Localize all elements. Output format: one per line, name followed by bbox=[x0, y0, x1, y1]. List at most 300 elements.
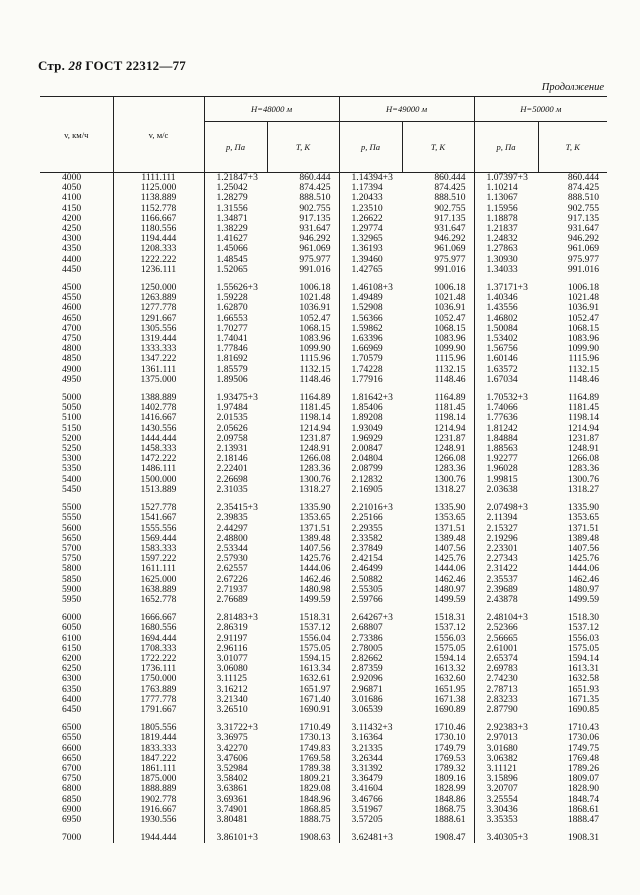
table-cell: 3.01686 bbox=[351, 693, 383, 705]
table-cell: 6050 bbox=[40, 623, 113, 633]
table-cell: 5400 bbox=[40, 475, 113, 485]
table-cell: 1690.91 bbox=[267, 705, 339, 715]
table-cell: 1115.96 bbox=[267, 354, 339, 364]
table-row bbox=[40, 705, 607, 715]
table-cell: 1164.89 bbox=[568, 392, 599, 404]
table-cell: 1006.18 bbox=[567, 282, 599, 294]
table-cell: 2.08799 bbox=[351, 463, 383, 475]
table-cell: 1908.63 bbox=[267, 833, 339, 843]
col-header-altitude-2: H=49000 м bbox=[339, 97, 474, 122]
table-cell: 1.74066 bbox=[486, 402, 518, 414]
table-cell: 3.16364 bbox=[351, 732, 383, 744]
table-cell: 917.135 bbox=[567, 212, 599, 224]
table-cell: 1389.48 bbox=[402, 534, 474, 544]
table-cell: 1638.889 bbox=[113, 585, 204, 595]
table-cell: 2.82662 bbox=[351, 652, 383, 664]
table-cell: 2.55305 bbox=[351, 583, 383, 595]
table-cell: 1132.15 bbox=[267, 365, 339, 375]
table-cell: 2.62557 bbox=[216, 563, 248, 575]
table-cell: 2.04804 bbox=[351, 453, 383, 465]
table-cell: 1556.03 bbox=[567, 632, 599, 644]
table-cell: 1555.556 bbox=[113, 524, 204, 534]
table-cell: 1666.667 bbox=[113, 613, 204, 623]
table-cell: 1266.08 bbox=[267, 454, 339, 464]
table-cell: 1407.56 bbox=[402, 544, 474, 554]
table-cell: 4000 bbox=[40, 173, 113, 184]
table-cell: 1.70277 bbox=[216, 322, 248, 334]
table-cell: 2.56665 bbox=[486, 632, 518, 644]
table-cell: 1625.000 bbox=[113, 575, 204, 585]
table-cell: 1499.59 bbox=[402, 595, 474, 605]
col-header-speed-ms: v, м/с bbox=[113, 97, 204, 173]
table-cell: 1318.27 bbox=[567, 483, 599, 495]
table-cell: 1083.96 bbox=[567, 333, 599, 345]
table-cell: 6000 bbox=[40, 613, 113, 623]
table-cell: 2.64267+3 bbox=[351, 612, 393, 624]
table-cell: 1333.333 bbox=[113, 344, 204, 354]
table-cell: 3.40305+3 bbox=[486, 832, 528, 844]
table-cell: 1789.32 bbox=[402, 764, 474, 774]
table-cell: 1111.111 bbox=[113, 173, 204, 184]
table-cell: 1736.111 bbox=[113, 664, 204, 674]
table-cell: 5200 bbox=[40, 434, 113, 444]
table-cell: 1.70579 bbox=[351, 353, 383, 365]
table-cell: 1214.94 bbox=[267, 424, 339, 434]
table-cell: 1791.667 bbox=[113, 705, 204, 715]
table-cell: 1.42765 bbox=[351, 263, 383, 275]
table-cell: 3.20707 bbox=[486, 783, 518, 795]
table-cell: 1575.05 bbox=[567, 642, 599, 654]
table-cell: 961.069 bbox=[402, 244, 474, 254]
table-cell: 1671.40 bbox=[267, 695, 339, 705]
table-cell: 1407.56 bbox=[567, 542, 599, 554]
table-cell: 1.49489 bbox=[351, 292, 383, 304]
table-cell: 1499.59 bbox=[567, 593, 599, 605]
table-cell: 1.60146 bbox=[486, 353, 518, 365]
table-cell: 2.27343 bbox=[486, 553, 518, 565]
data-table-wrap bbox=[40, 96, 607, 843]
table-cell: 3.01077 bbox=[216, 652, 248, 664]
table-cell: 860.444 bbox=[402, 173, 474, 184]
table-cell: 1.81642+3 bbox=[351, 392, 393, 404]
table-cell: 1.59862 bbox=[351, 322, 383, 334]
table-cell: 2.91197 bbox=[216, 632, 248, 644]
table-cell: 3.35353 bbox=[486, 813, 518, 825]
table-cell: 1690.85 bbox=[567, 703, 599, 715]
table-cell: 1.56756 bbox=[486, 343, 518, 355]
table-cell: 1.26622 bbox=[351, 212, 383, 224]
table-cell: 1613.32 bbox=[402, 664, 474, 674]
table-cell: 3.06382 bbox=[486, 752, 518, 764]
table-cell: 2.16905 bbox=[351, 483, 383, 495]
table-cell: 6350 bbox=[40, 685, 113, 695]
table-cell: 1537.12 bbox=[402, 623, 474, 633]
table-cell: 1680.556 bbox=[113, 623, 204, 633]
table-cell: 1148.46 bbox=[568, 373, 599, 385]
table-cell: 1389.48 bbox=[267, 534, 339, 544]
table-cell: 3.16212 bbox=[216, 683, 248, 695]
continuation-label: Продолжение bbox=[541, 82, 604, 93]
table-cell: 3.25554 bbox=[486, 793, 518, 805]
col-header-altitude-1: H=48000 м bbox=[204, 97, 339, 122]
table-cell: 3.26510 bbox=[216, 703, 248, 715]
table-cell: 1132.15 bbox=[402, 365, 474, 375]
table-cell: 1.46802 bbox=[486, 312, 518, 324]
table-cell: 1115.96 bbox=[568, 353, 599, 365]
table-cell: 1166.667 bbox=[113, 214, 204, 224]
table-cell: 874.425 bbox=[267, 183, 339, 193]
table-cell: 1353.65 bbox=[402, 513, 474, 523]
table-cell: 1868.61 bbox=[567, 803, 599, 815]
table-cell: 1833.333 bbox=[113, 744, 204, 754]
table-cell: 1.48545 bbox=[216, 253, 248, 265]
table-cell: 1.43556 bbox=[486, 302, 518, 314]
table-cell: 1.40346 bbox=[486, 292, 518, 304]
table-cell: 2.69783 bbox=[486, 663, 518, 675]
table-row bbox=[40, 265, 607, 275]
table-cell: 1829.08 bbox=[267, 784, 339, 794]
table-cell: 1388.889 bbox=[113, 393, 204, 403]
table-cell: 2.22401 bbox=[216, 463, 248, 475]
table-cell: 1848.96 bbox=[267, 795, 339, 805]
table-cell: 1.17394 bbox=[351, 182, 383, 194]
table-cell: 2.96116 bbox=[216, 642, 248, 654]
table-cell: 6850 bbox=[40, 795, 113, 805]
table-cell: 1.89506 bbox=[216, 373, 248, 385]
table-cell: 2.26698 bbox=[216, 473, 248, 485]
table-cell: 1.96929 bbox=[351, 432, 383, 444]
table-cell: 1021.48 bbox=[402, 293, 474, 303]
table-cell: 2.83233 bbox=[486, 693, 518, 705]
table-cell: 1.39460 bbox=[351, 253, 383, 265]
table-cell: 3.51967 bbox=[351, 803, 383, 815]
table-cell: 1789.26 bbox=[567, 762, 599, 774]
table-cell: 1.59228 bbox=[216, 292, 248, 304]
table-cell: 4500 bbox=[40, 283, 113, 293]
table-cell: 946.292 bbox=[402, 234, 474, 244]
table-cell: 1.46108+3 bbox=[351, 282, 393, 294]
table-cell: 1916.667 bbox=[113, 805, 204, 815]
table-cell: 1.14394+3 bbox=[351, 172, 393, 183]
table-cell: 1353.65 bbox=[267, 513, 339, 523]
table-cell: 1651.95 bbox=[402, 685, 474, 695]
table-cell: 1.29774 bbox=[351, 223, 383, 235]
table-cell: 4950 bbox=[40, 375, 113, 385]
table-cell: 1805.556 bbox=[113, 723, 204, 733]
table-cell: 1416.667 bbox=[113, 413, 204, 423]
table-cell: 1036.91 bbox=[567, 302, 599, 314]
table-row bbox=[40, 595, 607, 605]
table-cell: 1099.90 bbox=[402, 344, 474, 354]
table-cell: 991.016 bbox=[402, 265, 474, 275]
table-cell: 2.78005 bbox=[351, 642, 383, 654]
table-cell: 1594.14 bbox=[567, 652, 599, 664]
table-cell: 1389.48 bbox=[567, 532, 599, 544]
table-cell: 1115.96 bbox=[402, 354, 474, 364]
table-cell: 1.50084 bbox=[486, 322, 518, 334]
table-cell: 2.35415+3 bbox=[216, 502, 258, 514]
table-cell: 1763.889 bbox=[113, 685, 204, 695]
table-cell: 1036.91 bbox=[267, 303, 339, 313]
table-cell: 1.18878 bbox=[486, 212, 518, 224]
table-cell: 2.43878 bbox=[486, 593, 518, 605]
table-cell: 2.33582 bbox=[351, 532, 383, 544]
table-cell: 1583.333 bbox=[113, 544, 204, 554]
table-cell: 946.292 bbox=[267, 234, 339, 244]
table-cell: 2.03638 bbox=[486, 483, 518, 495]
table-cell: 1371.51 bbox=[567, 522, 599, 534]
table-cell: 1164.89 bbox=[267, 393, 339, 403]
table-cell: 1.93049 bbox=[351, 422, 383, 434]
table-cell: 1888.75 bbox=[267, 815, 339, 825]
table-row bbox=[40, 513, 607, 523]
col-header-temperature: T, К bbox=[538, 122, 607, 173]
table-cell: 1.67034 bbox=[486, 373, 518, 385]
page-label: Стр. bbox=[38, 58, 66, 73]
table-cell: 6150 bbox=[40, 644, 113, 654]
table-cell: 1.81242 bbox=[486, 422, 518, 434]
table-cell: 1537.12 bbox=[567, 622, 599, 634]
table-cell: 2.44297 bbox=[216, 522, 248, 534]
table-cell: 1809.21 bbox=[267, 774, 339, 784]
table-cell: 6550 bbox=[40, 733, 113, 743]
table-cell: 874.425 bbox=[402, 183, 474, 193]
table-cell: 5800 bbox=[40, 564, 113, 574]
table-cell: 975.977 bbox=[567, 253, 599, 265]
table-cell: 3.52984 bbox=[216, 762, 248, 774]
table-cell: 1425.76 bbox=[402, 554, 474, 564]
table-cell: 4600 bbox=[40, 303, 113, 313]
table-cell: 1181.45 bbox=[568, 402, 599, 414]
table-cell: 1335.90 bbox=[402, 503, 474, 513]
table-cell: 1248.91 bbox=[402, 444, 474, 454]
table-cell: 1.24832 bbox=[486, 233, 518, 245]
col-header-pressure: p, Па bbox=[339, 122, 402, 173]
table-cell: 1868.85 bbox=[267, 805, 339, 815]
table-cell: 1.25042 bbox=[216, 182, 248, 194]
table-cell: 1006.18 bbox=[267, 283, 339, 293]
table-cell: 3.58402 bbox=[216, 773, 248, 785]
table-cell: 1.74228 bbox=[351, 363, 383, 375]
table-cell: 2.05626 bbox=[216, 422, 248, 434]
table-cell: 1730.10 bbox=[402, 733, 474, 743]
table-cell: 1888.61 bbox=[402, 815, 474, 825]
table-cell: 1.53402 bbox=[486, 333, 518, 345]
table-cell: 1335.90 bbox=[567, 502, 599, 514]
table-cell: 1083.96 bbox=[402, 334, 474, 344]
table-cell: 1749.83 bbox=[267, 744, 339, 754]
table-cell: 1198.14 bbox=[267, 413, 339, 423]
col-header-temperature: T, К bbox=[402, 122, 474, 173]
table-cell: 1.93475+3 bbox=[216, 392, 258, 404]
table-cell: 1710.46 bbox=[402, 723, 474, 733]
table-cell: 1.56366 bbox=[351, 312, 383, 324]
table-cell: 1671.38 bbox=[402, 695, 474, 705]
table-cell: 902.755 bbox=[267, 204, 339, 214]
table-cell: 1819.444 bbox=[113, 733, 204, 743]
table-cell: 2.21016+3 bbox=[351, 502, 393, 514]
table-cell: 3.11125 bbox=[216, 673, 247, 685]
table-cell: 1632.61 bbox=[267, 674, 339, 684]
table-cell: 3.36479 bbox=[351, 773, 383, 785]
table-cell: 1248.91 bbox=[267, 444, 339, 454]
table-cell: 1036.91 bbox=[402, 303, 474, 313]
table-cell: 1300.76 bbox=[567, 473, 599, 485]
table-cell: 1.97484 bbox=[216, 402, 248, 414]
table-cell: 1749.75 bbox=[567, 742, 599, 754]
table-cell: 6900 bbox=[40, 805, 113, 815]
table-cell: 4800 bbox=[40, 344, 113, 354]
table-cell: 1.84884 bbox=[486, 432, 518, 444]
table-cell: 2.73386 bbox=[351, 632, 383, 644]
table-cell: 1444.444 bbox=[113, 434, 204, 444]
table-cell: 2.13931 bbox=[216, 443, 248, 455]
table-cell: 3.74901 bbox=[216, 803, 248, 815]
table-cell: 5100 bbox=[40, 413, 113, 423]
table-cell: 1444.06 bbox=[402, 564, 474, 574]
table-cell: 1402.778 bbox=[113, 403, 204, 413]
table-row bbox=[40, 485, 607, 495]
table-cell: 1.21837 bbox=[486, 223, 518, 235]
table-cell: 1.85579 bbox=[216, 363, 248, 375]
table-row bbox=[40, 375, 607, 385]
table-cell: 5700 bbox=[40, 544, 113, 554]
table-cell: 5650 bbox=[40, 534, 113, 544]
table-cell: 5300 bbox=[40, 454, 113, 464]
table-cell: 1632.58 bbox=[567, 673, 599, 685]
table-cell: 1930.556 bbox=[113, 815, 204, 825]
table-cell: 1.31556 bbox=[216, 202, 248, 214]
table-cell: 1444.06 bbox=[267, 564, 339, 574]
table-cell: 6750 bbox=[40, 774, 113, 784]
table-cell: 1231.87 bbox=[267, 434, 339, 444]
table-row bbox=[40, 623, 607, 633]
table-cell: 1809.07 bbox=[567, 773, 599, 785]
table-cell: 1.77846 bbox=[216, 343, 248, 355]
table-cell: 1291.667 bbox=[113, 314, 204, 324]
table-cell: 1828.99 bbox=[402, 784, 474, 794]
table-cell: 2.50882 bbox=[351, 573, 383, 585]
table-cell: 3.80481 bbox=[216, 813, 248, 825]
table-cell: 1208.333 bbox=[113, 244, 204, 254]
table-cell: 1.55626+3 bbox=[216, 282, 258, 294]
table-cell: 1.10214 bbox=[486, 182, 518, 194]
table-cell: 1.77636 bbox=[486, 412, 518, 424]
table-cell: 1214.94 bbox=[567, 422, 599, 434]
table-cell: 888.510 bbox=[567, 192, 599, 204]
table-row bbox=[40, 815, 607, 825]
table-cell: 5600 bbox=[40, 524, 113, 534]
table-cell: 3.36975 bbox=[216, 732, 248, 744]
table-cell: 1.30930 bbox=[486, 253, 518, 265]
table-cell: 2.76689 bbox=[216, 593, 248, 605]
table-cell: 4200 bbox=[40, 214, 113, 224]
table-cell: 1.37171+3 bbox=[486, 282, 528, 294]
table-cell: 1.92277 bbox=[486, 453, 518, 465]
table-cell: 1.66553 bbox=[216, 312, 248, 324]
table-cell: 2.35537 bbox=[486, 573, 518, 585]
table-cell: 1347.222 bbox=[113, 354, 204, 364]
table-cell: 4400 bbox=[40, 255, 113, 265]
table-cell: 1283.36 bbox=[402, 464, 474, 474]
table-cell: 3.31392 bbox=[351, 762, 383, 774]
table-cell: 917.135 bbox=[267, 214, 339, 224]
table-cell: 4550 bbox=[40, 293, 113, 303]
table-cell: 2.53344 bbox=[216, 542, 248, 554]
table-cell: 1.85406 bbox=[351, 402, 383, 414]
table-cell: 3.15896 bbox=[486, 773, 518, 785]
table-cell: 1.96028 bbox=[486, 463, 518, 475]
table-cell: 2.00847 bbox=[351, 443, 383, 455]
table-cell: 1.07397+3 bbox=[486, 172, 528, 183]
table-cell: 1500.000 bbox=[113, 475, 204, 485]
table-cell: 6450 bbox=[40, 705, 113, 715]
table-cell: 1.89208 bbox=[351, 412, 383, 424]
table-cell: 4450 bbox=[40, 265, 113, 275]
table-cell: 1083.96 bbox=[267, 334, 339, 344]
table-cell: 1425.76 bbox=[267, 554, 339, 564]
table-cell: 3.69361 bbox=[216, 793, 248, 805]
table-cell: 1888.889 bbox=[113, 784, 204, 794]
table-cell: 1236.111 bbox=[113, 265, 204, 275]
table-cell: 1181.45 bbox=[267, 403, 339, 413]
table-cell: 5850 bbox=[40, 575, 113, 585]
table-cell: 5450 bbox=[40, 485, 113, 495]
table-cell: 1888.47 bbox=[567, 813, 599, 825]
table-cell: 1847.222 bbox=[113, 754, 204, 764]
table-cell: 1318.27 bbox=[267, 485, 339, 495]
table-cell: 7000 bbox=[40, 833, 113, 843]
table-cell: 6500 bbox=[40, 723, 113, 733]
table-cell: 1.36193 bbox=[351, 243, 383, 255]
table-cell: 4700 bbox=[40, 324, 113, 334]
table-cell: 2.46499 bbox=[351, 563, 383, 575]
table-cell: 5500 bbox=[40, 503, 113, 513]
table-cell: 1652.778 bbox=[113, 595, 204, 605]
table-cell: 5050 bbox=[40, 403, 113, 413]
table-cell: 1651.97 bbox=[267, 685, 339, 695]
table-cell: 1318.27 bbox=[402, 485, 474, 495]
table-cell: 2.42154 bbox=[351, 553, 383, 565]
table-cell: 1263.889 bbox=[113, 293, 204, 303]
table-cell: 975.977 bbox=[267, 255, 339, 265]
table-cell: 1300.76 bbox=[402, 475, 474, 485]
table-cell: 1006.18 bbox=[402, 283, 474, 293]
table-cell: 2.01535 bbox=[216, 412, 248, 424]
table-cell: 3.31722+3 bbox=[216, 722, 258, 734]
table-cell: 1.99815 bbox=[486, 473, 518, 485]
table-cell: 1138.889 bbox=[113, 193, 204, 203]
table-cell: 2.18146 bbox=[216, 453, 248, 465]
table-cell: 5150 bbox=[40, 424, 113, 434]
table-cell: 2.25166 bbox=[351, 512, 383, 524]
table-cell: 2.52366 bbox=[486, 622, 518, 634]
table-body bbox=[40, 173, 607, 844]
table-cell: 1052.47 bbox=[267, 314, 339, 324]
table-cell: 5900 bbox=[40, 585, 113, 595]
table-cell: 946.292 bbox=[567, 233, 599, 245]
table-cell: 1518.31 bbox=[402, 613, 474, 623]
table-cell: 1164.89 bbox=[402, 393, 474, 403]
table-cell: 2.07498+3 bbox=[486, 502, 528, 514]
table-cell: 1.20433 bbox=[351, 192, 383, 204]
table-cell: 931.647 bbox=[402, 224, 474, 234]
standard-code: ГОСТ 22312—77 bbox=[85, 58, 186, 73]
table-cell: 1480.97 bbox=[402, 585, 474, 595]
table-cell: 1.13067 bbox=[486, 192, 518, 204]
table-cell: 1.23510 bbox=[351, 202, 383, 214]
table-cell: 1462.46 bbox=[402, 575, 474, 585]
